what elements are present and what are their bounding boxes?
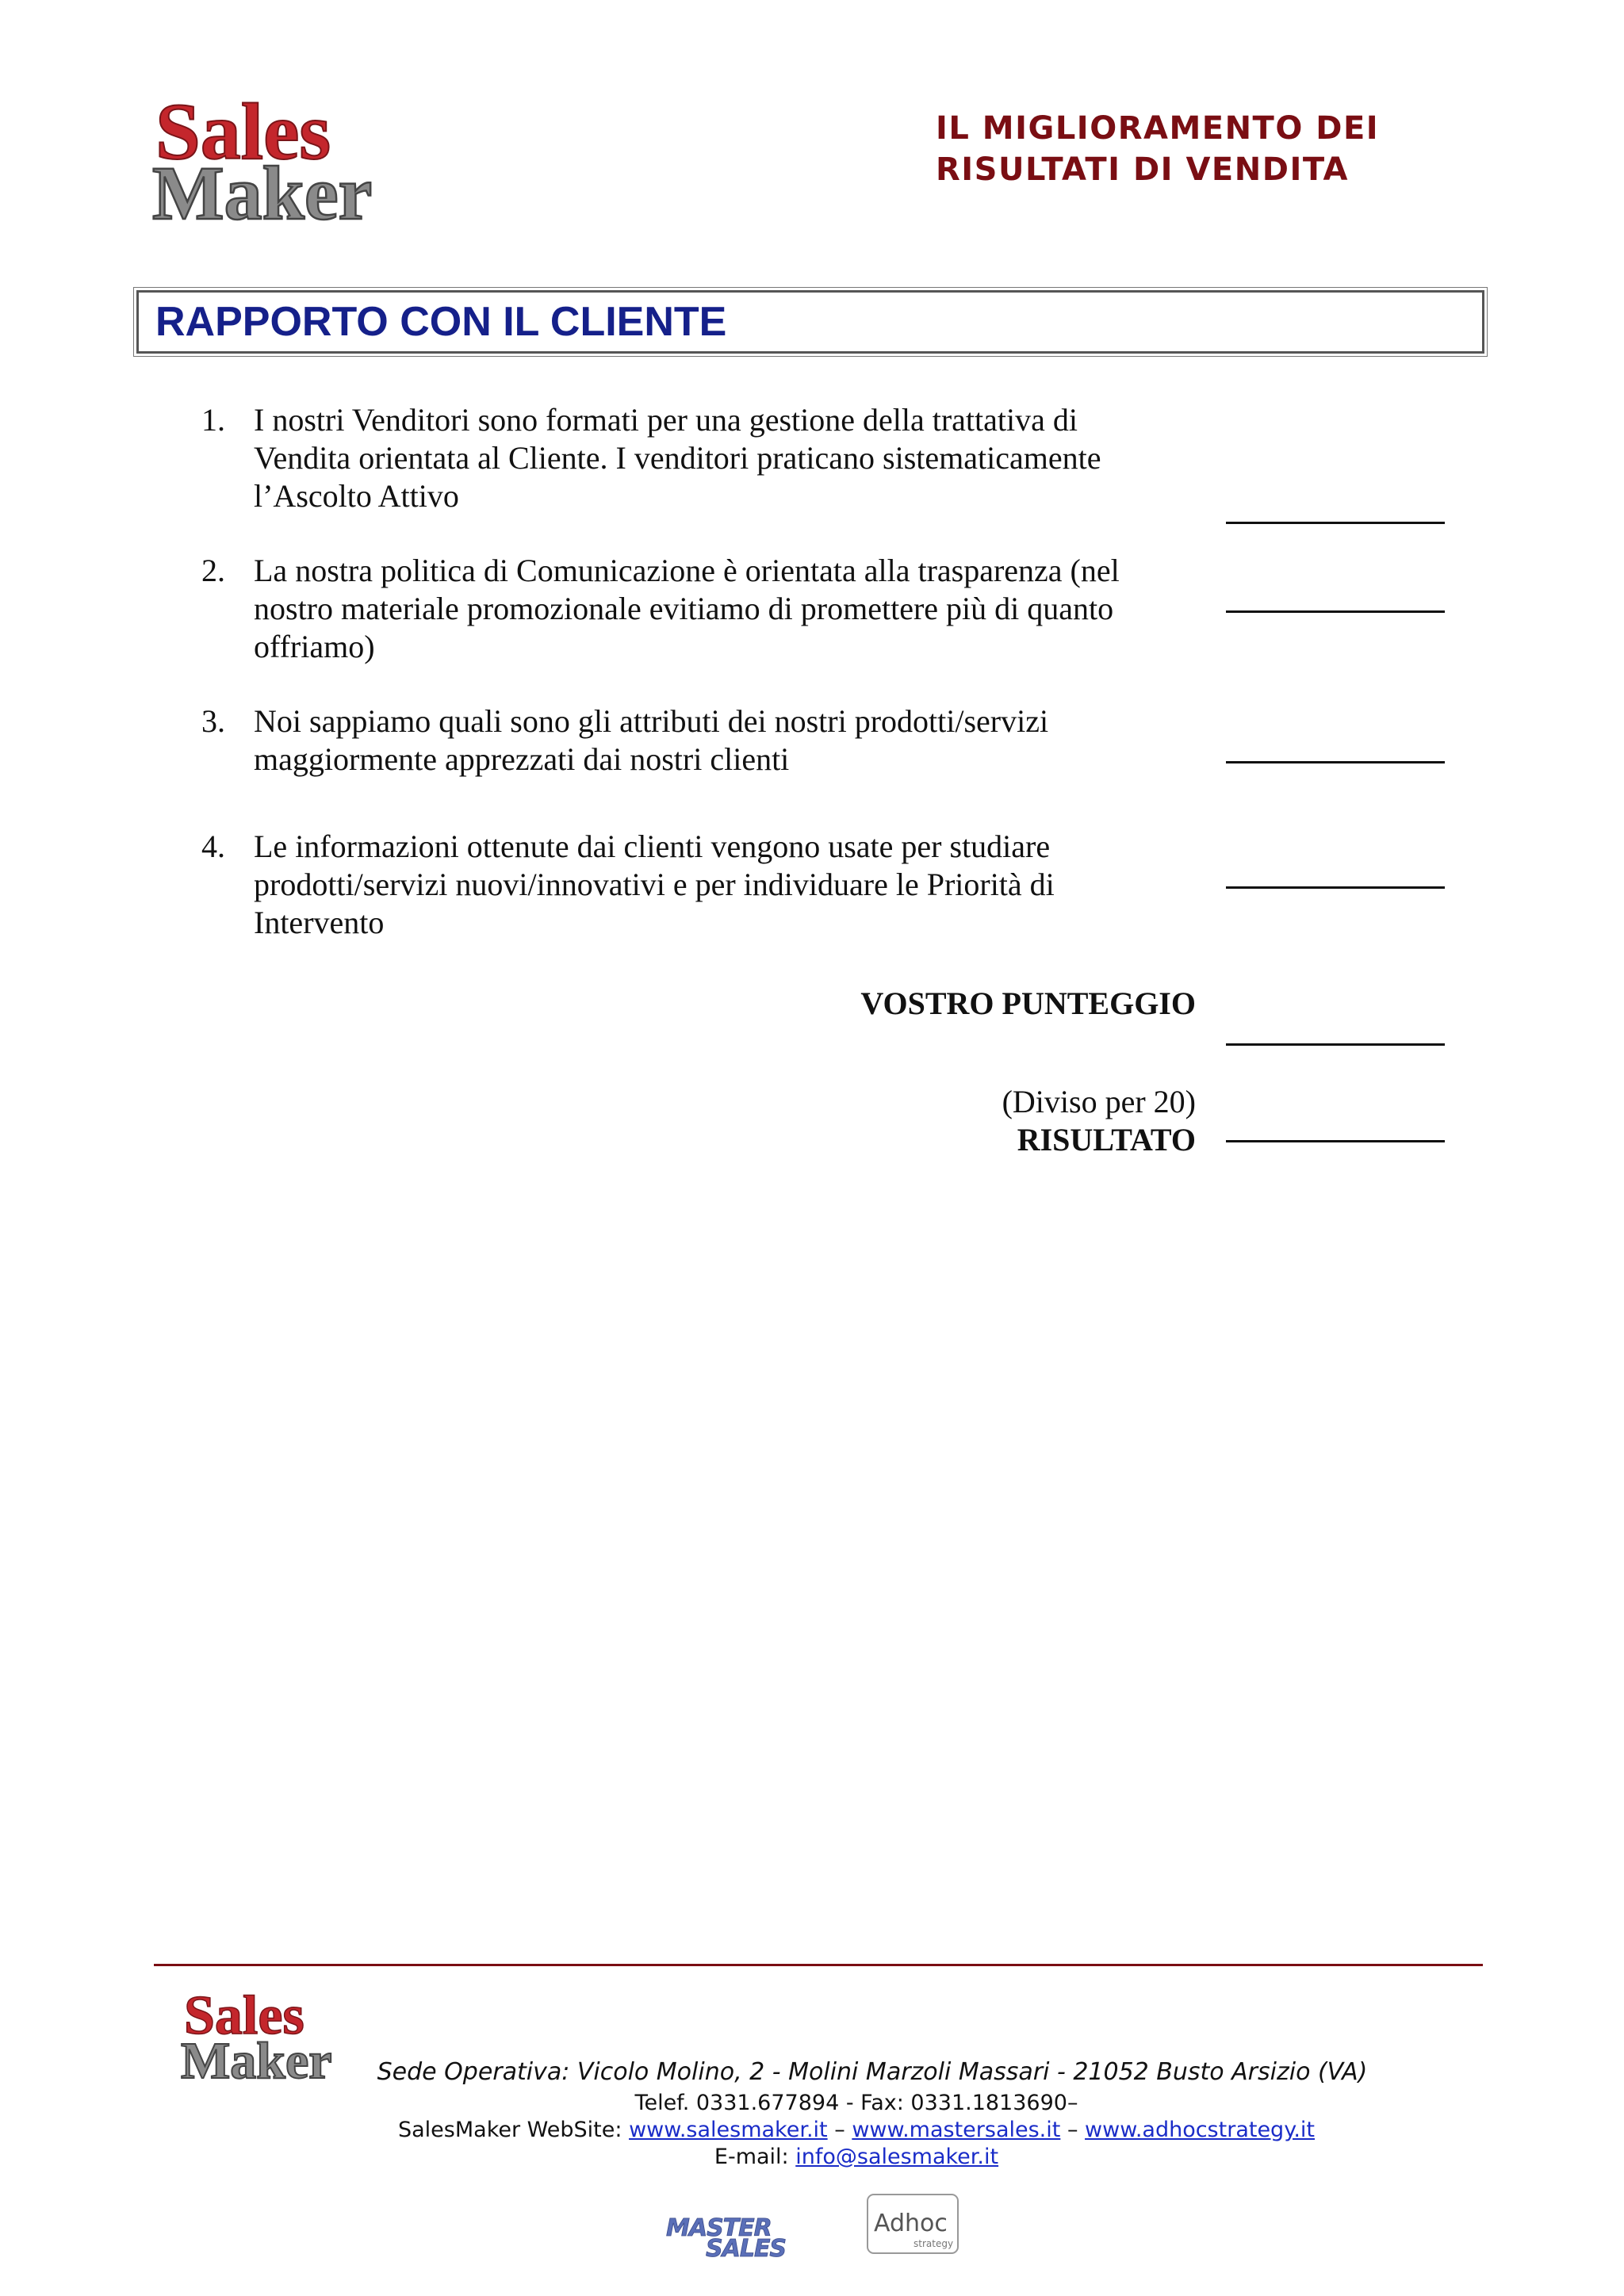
link-salesmaker[interactable]: www.salesmaker.it	[629, 2118, 828, 2142]
footer-salesmaker-logo	[181, 1986, 339, 2083]
answer-blank-3[interactable]	[1226, 761, 1445, 763]
question-number: 3.	[201, 703, 225, 739]
footer-divider	[154, 1964, 1483, 1966]
svg-text:strategy: strategy	[914, 2238, 954, 2249]
question-number: 4.	[201, 828, 225, 864]
svg-text:SALES: SALES	[706, 2235, 787, 2260]
result-blank[interactable]	[1226, 1140, 1445, 1142]
answer-blank-1[interactable]	[1226, 522, 1445, 524]
svg-text:Maker: Maker	[152, 151, 373, 225]
link-mastersales[interactable]: www.mastersales.it	[852, 2118, 1061, 2142]
svg-text:Adhoc: Adhoc	[874, 2210, 948, 2237]
score-blank[interactable]	[1226, 1043, 1445, 1046]
document-header-title: IL MIGLIORAMENTO DEI RISULTATI DI VENDITA	[936, 110, 1380, 188]
salesmaker-logo	[151, 89, 389, 225]
link-adhocstrategy[interactable]: www.adhocstrategy.it	[1085, 2118, 1315, 2142]
question-item-2: 2. La nostra politica di Comunicazione è orientata alla trasparenza (nel nostro materiale promozionale evitiamo di promettere più di quanto offriamo)	[201, 553, 1120, 664]
result-label: RISULTATO	[1017, 1122, 1196, 1158]
answer-blank-4[interactable]	[1226, 886, 1445, 889]
score-label: VOSTRO PUNTEGGIO	[860, 985, 1196, 1021]
divisor-note: (Diviso per 20)	[1002, 1084, 1196, 1119]
question-number: 1.	[201, 402, 225, 438]
footer-websites: SalesMaker WebSite: www.salesmaker.it – www.mastersales.it – www.adhocstrategy.it	[397, 2118, 1315, 2142]
question-number: 2.	[201, 553, 225, 588]
question-item-3: 3. Noi sappiamo quali sono gli attributi dei nostri prodotti/servizi maggiormente apprezzati dai nostri clienti	[201, 703, 1049, 777]
link-email[interactable]: info@salesmaker.it	[795, 2145, 999, 2169]
answer-blank-2[interactable]	[1226, 610, 1445, 613]
mastersales-logo	[660, 2212, 810, 2260]
svg-text:Maker: Maker	[181, 2032, 332, 2083]
svg-text:Sales: Sales	[184, 1986, 304, 2046]
question-item-1: 1. I nostri Venditori sono formati per una gestione della trattativa di Vendita orientata al Cliente. I venditori praticano sistematicamente l’Ascolto Attivo	[201, 402, 1101, 514]
question-item-4: 4. Le informazioni ottenute dai clienti vengono usate per studiare prodotti/servizi nuovi/innovativi e per individuare le Priorità di Intervento	[201, 828, 1055, 940]
adhoc-strategy-logo	[866, 2193, 961, 2256]
svg-text:Sales: Sales	[155, 89, 331, 177]
section-title: RAPPORTO CON IL CLIENTE	[155, 299, 727, 345]
footer-email: E-mail: info@salesmaker.it	[714, 2145, 999, 2169]
footer-phone: Telef. 0331.677894 - Fax: 0331.1813690–	[634, 2091, 1078, 2115]
svg-text:MASTER: MASTER	[666, 2214, 772, 2242]
footer-address: Sede Operativa: Vicolo Molino, 2 - Molini Marzoli Massari - 21052 Busto Arsizio (VA)	[377, 2058, 1368, 2086]
